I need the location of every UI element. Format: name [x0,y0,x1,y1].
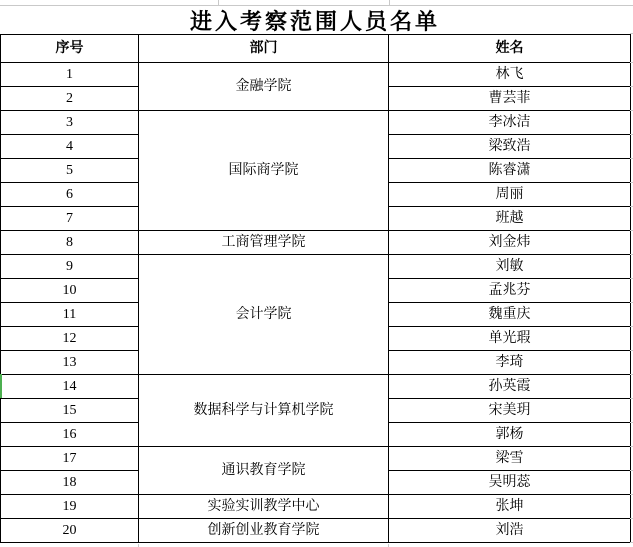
active-cell-indicator [0,374,2,398]
serial-cell[interactable]: 16 [1,423,139,447]
serial-cell[interactable]: 5 [1,159,139,183]
table-row [1,495,631,519]
department-cell[interactable]: 实验实训教学中心 [139,495,389,519]
name-cell[interactable]: 郭杨 [389,423,631,447]
name-cell[interactable]: 班越 [389,207,631,231]
serial-cell[interactable]: 6 [1,183,139,207]
col-header-serial[interactable]: 序号 [1,35,139,63]
col-header-department[interactable]: 部门 [139,35,389,63]
department-cell[interactable]: 创新创业教育学院 [139,519,389,543]
name-cell[interactable]: 李琦 [389,351,631,375]
page-title: 进入考察范围人员名单 [189,8,440,34]
table-row [1,231,631,255]
table-row [1,519,631,543]
name-cell[interactable]: 孟兆芬 [389,279,631,303]
department-cell[interactable]: 数据科学与计算机学院 [139,375,389,447]
serial-cell[interactable]: 3 [1,111,139,135]
serial-cell[interactable]: 20 [1,519,139,543]
col-header-name[interactable]: 姓名 [389,35,631,63]
serial-cell[interactable]: 12 [1,327,139,351]
name-cell[interactable]: 张坤 [389,495,631,519]
table-row [1,63,631,87]
serial-cell[interactable]: 4 [1,135,139,159]
serial-cell[interactable]: 15 [1,399,139,423]
serial-cell[interactable]: 9 [1,255,139,279]
department-cell[interactable]: 通识教育学院 [139,447,389,495]
table-row [1,375,631,399]
name-cell[interactable]: 刘浩 [389,519,631,543]
department-cell[interactable]: 工商管理学院 [139,231,389,255]
name-cell[interactable]: 梁致浩 [389,135,631,159]
serial-cell[interactable]: 19 [1,495,139,519]
serial-cell[interactable]: 13 [1,351,139,375]
serial-cell[interactable]: 18 [1,471,139,495]
name-cell[interactable]: 单光瑕 [389,327,631,351]
name-cell[interactable]: 宋美玥 [389,399,631,423]
name-cell[interactable]: 周丽 [389,183,631,207]
serial-cell[interactable]: 2 [1,87,139,111]
serial-cell[interactable]: 10 [1,279,139,303]
name-cell[interactable]: 曹芸菲 [389,87,631,111]
table-row [1,255,631,279]
name-cell[interactable]: 林飞 [389,63,631,87]
table-row [1,447,631,471]
name-cell[interactable]: 孙英霞 [389,375,631,399]
name-cell[interactable]: 梁雪 [389,447,631,471]
name-cell[interactable]: 刘敏 [389,255,631,279]
department-cell[interactable]: 国际商学院 [139,111,389,231]
serial-cell[interactable]: 17 [1,447,139,471]
table-row [1,111,631,135]
serial-cell[interactable]: 8 [1,231,139,255]
name-cell[interactable]: 陈睿潇 [389,159,631,183]
department-cell[interactable]: 金融学院 [139,63,389,111]
name-cell[interactable]: 李冰洁 [389,111,631,135]
name-cell[interactable]: 刘金炜 [389,231,631,255]
header-row [1,35,631,63]
roster-table [0,34,631,543]
serial-cell[interactable]: 7 [1,207,139,231]
serial-cell[interactable]: 1 [1,63,139,87]
name-cell[interactable]: 魏重庆 [389,303,631,327]
name-cell[interactable]: 吴明蕊 [389,471,631,495]
serial-cell[interactable]: 11 [1,303,139,327]
serial-cell[interactable]: 14 [1,375,139,399]
department-cell[interactable]: 会计学院 [139,255,389,375]
title-cell[interactable] [0,6,630,34]
